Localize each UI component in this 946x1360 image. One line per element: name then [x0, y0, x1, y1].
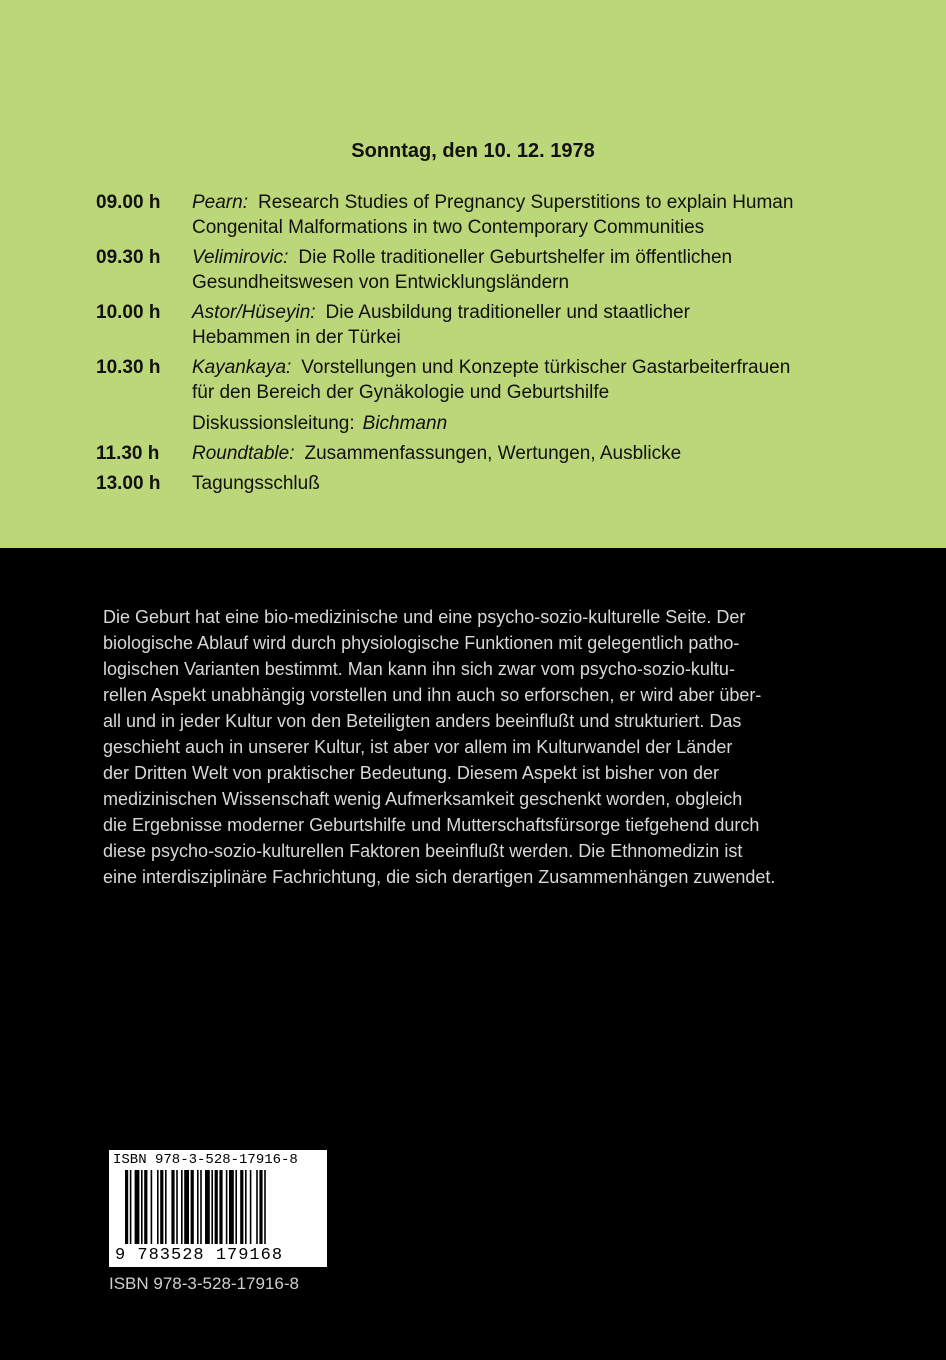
- schedule-entry: [96, 471, 876, 496]
- barcode-bar: [135, 1170, 140, 1244]
- barcode: [109, 1150, 327, 1267]
- blurb-line: geschieht auch in unserer Kultur, ist aber vor allem im Kulturwandel der Länder: [103, 737, 733, 757]
- entry-time: 09.30 h: [96, 247, 161, 268]
- moderation: [192, 411, 876, 436]
- barcode-bar: [211, 1170, 213, 1244]
- blurb-line: eine interdisziplinäre Fachrichtung, die sich derartigen Zusammenhängen zuwendet.: [103, 867, 776, 887]
- blurb-line: rellen Aspekt unabhängig vorstellen und ihn auch so erforschen, er wird aber über-: [103, 685, 762, 705]
- barcode-bar: [197, 1170, 199, 1244]
- entry-time: 09.00 h: [96, 192, 161, 213]
- entry-line: Die Ausbildung traditioneller und staatlicher: [325, 302, 690, 323]
- barcode-bar: [151, 1170, 153, 1244]
- barcode-bar: [264, 1170, 266, 1244]
- entry-body: [192, 245, 876, 295]
- entry-body: [192, 471, 876, 496]
- entry-line: für den Bereich der Gynäkologie und Geburtshilfe: [192, 382, 610, 403]
- entry-line: Die Rolle traditioneller Geburtshelfer im öffentlichen: [298, 247, 733, 268]
- schedule-entry: [96, 190, 876, 240]
- entry-speaker: Kayankaya:: [192, 357, 292, 378]
- barcode-bar: [181, 1170, 183, 1244]
- entry-time: 11.30 h: [96, 443, 160, 464]
- blurb-line: medizinischen Wissenschaft wenig Aufmerksamkeit geschenkt worden, obgleich: [103, 789, 743, 809]
- entry-line: Tagungsschluß: [192, 473, 320, 494]
- entry-line: Gesundheitswesen von Entwicklungsländern: [192, 272, 570, 293]
- barcode-bar: [176, 1170, 178, 1244]
- barcode-bar: [205, 1170, 210, 1244]
- barcode-bar: [157, 1170, 159, 1244]
- isbn-text: ISBN 978-3-528-17916-8: [109, 1274, 299, 1293]
- blurb-line: die Ergebnisse moderner Geburtshilfe und Mutterschaftsfürsorge tiefgehend durch: [103, 815, 760, 835]
- barcode-isbn-label: ISBN 978-3-528-17916-8: [113, 1152, 298, 1168]
- barcode-bar: [130, 1170, 132, 1244]
- barcode-bar: [125, 1170, 128, 1244]
- entry-line: Zusammenfassungen, Wertungen, Ausblicke: [304, 443, 682, 464]
- blurb: [103, 604, 863, 890]
- entry-speaker: Velimirovic:: [192, 247, 289, 268]
- entry-body: [192, 300, 876, 350]
- blurb-line: Die Geburt hat eine bio-medizinische und eine psycho-sozio-kulturelle Seite. Der: [103, 607, 746, 627]
- barcode-bar: [229, 1170, 234, 1244]
- entry-time: 10.00 h: [96, 302, 161, 323]
- barcode-bar: [171, 1170, 174, 1244]
- program-panel: [0, 0, 946, 548]
- entry-body: [192, 190, 876, 240]
- blurb-line: all und in jeder Kultur von den Beteiligten anders beeinflußt und strukturiert. Das: [103, 711, 742, 731]
- entry-line: Congenital Malformations in two Contemporary Communities: [192, 217, 705, 238]
- entry-body: [192, 355, 876, 436]
- barcode-bar: [165, 1170, 167, 1244]
- barcode-digits: 9 783528 179168: [115, 1246, 284, 1265]
- barcode-bar: [235, 1170, 237, 1244]
- blurb-line: logischen Varianten bestimmt. Man kann ihn sich zwar vom psycho-sozio-kultu-: [103, 659, 735, 679]
- entry-line: Research Studies of Pregnancy Superstitions to explain Human: [257, 192, 794, 213]
- moderation-label: Diskussionsleitung:: [192, 413, 355, 434]
- blurb-line: der Dritten Welt von praktischer Bedeutung. Diesem Aspekt ist bisher von der: [103, 763, 719, 783]
- schedule-entry: [96, 441, 876, 466]
- blurb-line: diese psycho-sozio-kulturellen Faktoren beeinflußt werden. Die Ethnomedizin ist: [103, 841, 743, 861]
- entry-body: [192, 441, 876, 466]
- moderation-name: Bichmann: [362, 413, 448, 434]
- schedule-entry: [96, 245, 876, 295]
- barcode-bar: [245, 1170, 247, 1244]
- entry-line: Hebammen in der Türkei: [192, 327, 401, 348]
- barcode-bar: [141, 1170, 143, 1244]
- entry-line: Vorstellungen und Konzepte türkischer Gastarbeiterfrauen: [301, 357, 791, 378]
- barcode-bar: [256, 1170, 258, 1244]
- blurb-line: biologische Ablauf wird durch physiologische Funktionen mit gelegentlich patho-: [103, 633, 740, 653]
- schedule-entry: [96, 355, 876, 436]
- barcode-bar: [226, 1170, 228, 1244]
- barcode-bar: [240, 1170, 243, 1244]
- barcode-bar: [259, 1170, 262, 1244]
- barcode-bar: [184, 1170, 189, 1244]
- barcode-bar: [219, 1170, 222, 1244]
- program-heading: Sonntag, den 10. 12. 1978: [351, 140, 595, 162]
- barcode-bar: [200, 1170, 202, 1244]
- entry-time: 13.00 h: [96, 473, 161, 494]
- barcode-bar: [160, 1170, 163, 1244]
- barcode-bars: [125, 1170, 315, 1244]
- schedule: [96, 190, 876, 501]
- barcode-bar: [250, 1170, 252, 1244]
- entry-speaker: Astor/Hüseyin:: [192, 302, 316, 323]
- entry-speaker: Roundtable:: [192, 443, 295, 464]
- entry-time: 10.30 h: [96, 357, 161, 378]
- entry-speaker: Pearn:: [192, 192, 248, 213]
- barcode-bar: [215, 1170, 218, 1244]
- barcode-bar: [191, 1170, 194, 1244]
- barcode-bar: [144, 1170, 147, 1244]
- schedule-entry: [96, 300, 876, 350]
